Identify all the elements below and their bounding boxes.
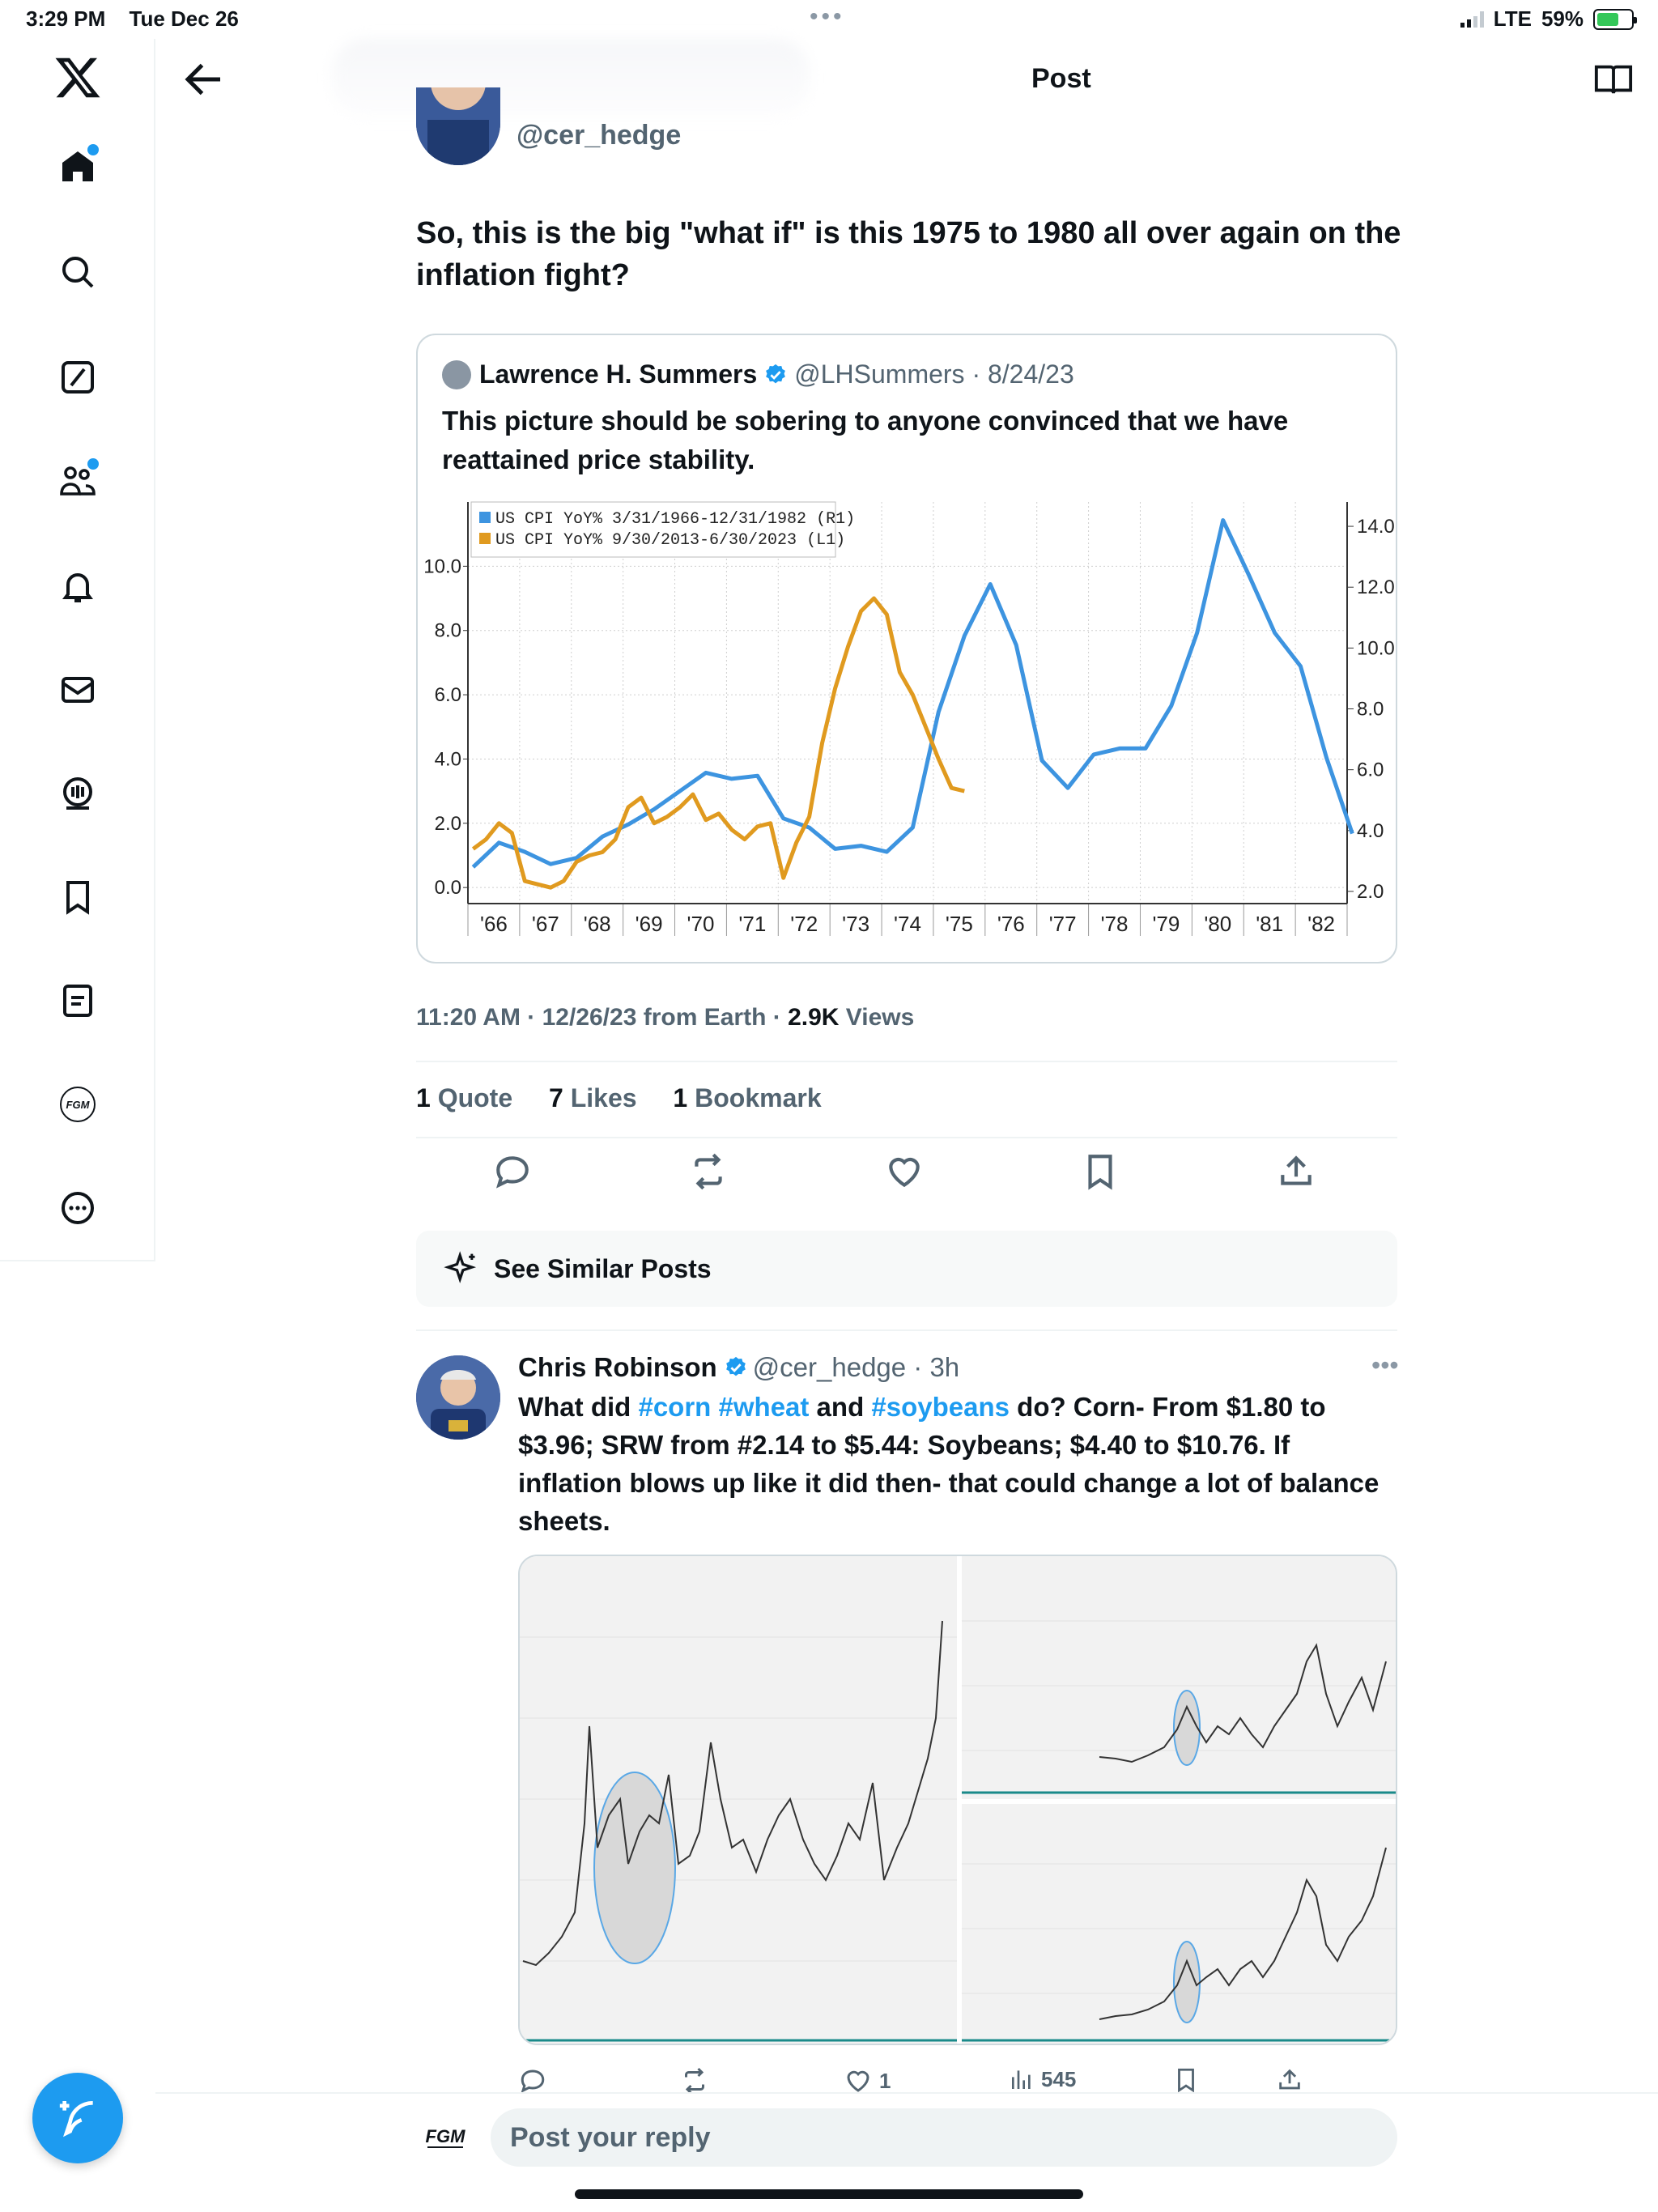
- svg-text:FGM: FGM: [425, 2126, 466, 2146]
- quoted-post-text: This picture should be sobering to anyone convinced that we have reattained price stability.: [442, 406, 1289, 474]
- post-text: So, this is the big "what if" is this 1975 to 1980 all over again on the inflation fight?: [416, 216, 1401, 292]
- reply-handle-time: @cer_hedge · 3h: [752, 1352, 960, 1382]
- right-tick-label: 6.0: [1357, 759, 1384, 781]
- lists-icon[interactable]: [52, 975, 104, 1027]
- sidebar-nav: [0, 39, 155, 1261]
- quotes-stat[interactable]: 1 Quote: [416, 1083, 513, 1112]
- quoted-author-name: Lawrence H. Summers: [479, 359, 758, 389]
- like-heart-icon[interactable]: [884, 1151, 925, 1192]
- likes-stat[interactable]: 7 Likes: [549, 1083, 637, 1112]
- reply-input[interactable]: [491, 2108, 1397, 2167]
- author-handle[interactable]: @cer_hedge: [517, 120, 682, 151]
- right-tick-label: 2.0: [1357, 880, 1384, 903]
- status-date: Tue Dec 26: [129, 6, 239, 31]
- author-avatar[interactable]: [416, 87, 500, 165]
- hashtag-wheat[interactable]: #wheat: [718, 1392, 810, 1422]
- x-tick-label: '67: [531, 912, 559, 936]
- commodity-charts-image: [520, 1556, 1397, 2045]
- x-tick-label: '80: [1204, 912, 1232, 936]
- right-tick-label: 4.0: [1357, 819, 1384, 842]
- user-avatar-icon[interactable]: [421, 2115, 470, 2160]
- x-tick-label: '74: [894, 912, 921, 936]
- right-tick-label: 14.0: [1357, 516, 1395, 538]
- status-time: 3:29 PM: [26, 6, 106, 31]
- reply-like-heart-icon: [844, 2066, 873, 2095]
- post-meta: [416, 1004, 914, 1032]
- status-indicators: [1460, 6, 1634, 32]
- see-similar-posts-button[interactable]: [416, 1231, 1397, 1307]
- x-tick-label: '78: [1100, 912, 1129, 936]
- x-tick-label: '77: [1048, 912, 1077, 936]
- cpi-chart[interactable]: [418, 494, 1397, 963]
- divider: [416, 1061, 1397, 1062]
- reply-like-count: 1: [879, 2068, 891, 2093]
- repost-icon[interactable]: [688, 1151, 729, 1192]
- x-tick-label: '76: [997, 912, 1025, 936]
- notifications-bell-icon[interactable]: [52, 560, 104, 612]
- grok-icon[interactable]: [52, 351, 104, 403]
- quoted-author-avatar: [442, 360, 471, 389]
- bookmarks-stat[interactable]: 1 Bookmark: [673, 1083, 822, 1112]
- home-indicator[interactable]: [575, 2189, 1083, 2199]
- multitask-dots-icon[interactable]: •••: [810, 3, 845, 30]
- legend-swatch: [479, 512, 491, 523]
- compose-post-button[interactable]: [32, 2073, 123, 2163]
- views-bar-chart-icon: [1009, 2066, 1035, 2092]
- left-tick-label: 4.0: [434, 748, 461, 771]
- reply-bookmark-icon[interactable]: [1172, 2066, 1200, 2094]
- reply-comment-icon[interactable]: [518, 2066, 547, 2095]
- x-logo-icon[interactable]: [53, 53, 102, 102]
- cpi-chart-svg: [418, 494, 1397, 963]
- x-tick-label: '70: [687, 912, 715, 936]
- svg-text:FGM: FGM: [66, 1099, 90, 1111]
- quoted-author-handle-date: @LHSummers · 8/24/23: [794, 359, 1074, 389]
- legend-swatch: [479, 533, 491, 544]
- back-arrow-icon[interactable]: [180, 55, 228, 104]
- right-tick-label: 12.0: [1357, 576, 1395, 599]
- home-icon[interactable]: [52, 141, 104, 193]
- communities-icon[interactable]: [52, 455, 104, 507]
- reply-author-name[interactable]: Chris Robinson: [518, 1352, 717, 1382]
- reader-mode-icon[interactable]: [1593, 62, 1634, 97]
- sparkle-icon: [444, 1251, 479, 1287]
- right-tick-label: 10.0: [1357, 637, 1395, 660]
- status-bar: [0, 0, 1658, 39]
- quoted-post-header: [442, 359, 1074, 389]
- page-title: Post: [1031, 63, 1091, 94]
- verified-badge-icon: [763, 363, 788, 387]
- divider: [416, 1137, 1397, 1138]
- x-tick-label: '82: [1307, 912, 1336, 936]
- legend-label: US CPI YoY% 3/31/1966-12/31/1982 (R1): [495, 510, 856, 529]
- left-tick-label: 10.0: [423, 555, 461, 578]
- battery-label: 59%: [1541, 6, 1584, 31]
- see-similar-posts-label: See Similar Posts: [494, 1253, 712, 1283]
- divider: [416, 1329, 1397, 1331]
- x-tick-label: '72: [790, 912, 818, 936]
- left-tick-label: 2.0: [434, 812, 461, 835]
- views-label: Views: [839, 1004, 915, 1031]
- legend-label: US CPI YoY% 9/30/2013-6/30/2023 (L1): [495, 531, 846, 550]
- battery-icon: [1593, 9, 1634, 30]
- reply-repost-icon[interactable]: [680, 2066, 709, 2095]
- more-options-dots-icon[interactable]: •••: [1371, 1351, 1399, 1380]
- views-count: 2.9K: [788, 1004, 840, 1031]
- reply-header: [518, 1352, 959, 1383]
- reply-placeholder: Post your reply: [510, 2121, 711, 2153]
- home-notification-dot: [87, 144, 99, 155]
- bookmark-icon[interactable]: [1080, 1151, 1120, 1192]
- left-tick-label: 0.0: [434, 877, 461, 900]
- quoted-post-card[interactable]: [416, 334, 1397, 963]
- reply-author-avatar[interactable]: [416, 1355, 500, 1440]
- spaces-icon[interactable]: [52, 768, 104, 819]
- more-options-icon[interactable]: [52, 1182, 104, 1234]
- signal-icon: [1460, 11, 1484, 28]
- hashtag-corn[interactable]: #corn: [638, 1392, 712, 1422]
- reply-like-button[interactable]: [844, 2066, 891, 2095]
- messages-envelope-icon[interactable]: [52, 664, 104, 716]
- reply-media-grid[interactable]: [518, 1555, 1397, 2045]
- left-tick-label: 8.0: [434, 619, 461, 642]
- reply-icon[interactable]: [492, 1151, 533, 1192]
- reply-views-count: 545: [1041, 2066, 1077, 2091]
- bookmarks-icon[interactable]: [52, 871, 104, 923]
- x-tick-label: '71: [738, 912, 767, 936]
- post-header: [155, 39, 1658, 120]
- x-tick-label: '68: [583, 912, 611, 936]
- post-timestamp: 11:20 AM · 12/26/23 from Earth ·: [416, 1004, 789, 1031]
- x-tick-label: '73: [842, 912, 870, 936]
- compose-feather-icon: [55, 2095, 100, 2141]
- post-stats: [416, 1083, 851, 1113]
- hashtag-soybeans[interactable]: #soybeans: [871, 1392, 1010, 1422]
- reply-text: What did #corn #wheat and #soybeans do? Corn- From $1.80 to $3.96; SRW from #2.14 to $5.44: Soybeans; $4.40 to $10.76. If inflation blows up like it did then- that could change a lot of balance sheets.: [518, 1392, 1380, 1536]
- x-tick-label: '79: [1152, 912, 1180, 936]
- left-tick-label: 6.0: [434, 684, 461, 707]
- communities-notification-dot: [87, 458, 99, 470]
- reply-share-icon[interactable]: [1276, 2066, 1303, 2094]
- status-time-date: [26, 6, 257, 32]
- search-icon[interactable]: [52, 246, 104, 298]
- network-label: LTE: [1493, 6, 1532, 31]
- x-tick-label: '81: [1256, 912, 1284, 936]
- right-tick-label: 8.0: [1357, 698, 1384, 721]
- reply-views-button[interactable]: [1009, 2066, 1076, 2092]
- profile-avatar-icon[interactable]: [52, 1078, 104, 1130]
- x-tick-label: '69: [635, 912, 663, 936]
- verified-badge-icon: [724, 1355, 748, 1380]
- x-tick-label: '75: [945, 912, 973, 936]
- x-tick-label: '66: [479, 912, 508, 936]
- share-icon[interactable]: [1276, 1151, 1316, 1192]
